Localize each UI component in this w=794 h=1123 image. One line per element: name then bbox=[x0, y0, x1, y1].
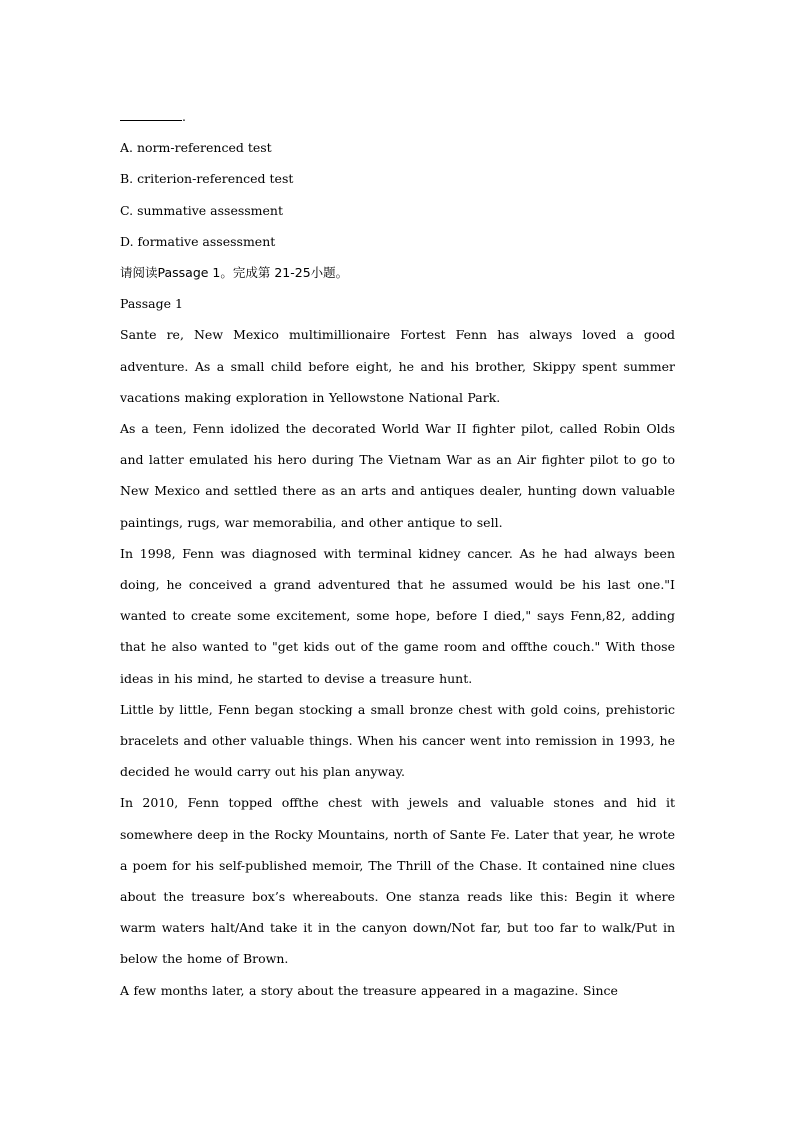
option-letter: B. bbox=[120, 171, 134, 187]
reading-instruction: 请阅读Passage 1。完成第 21-25小题。 bbox=[120, 265, 349, 281]
option-text: norm-referenced test bbox=[137, 140, 272, 156]
document-content bbox=[120, 101, 675, 1006]
stem-end-punctuation: . bbox=[182, 109, 186, 124]
question-stem-blank bbox=[120, 101, 675, 132]
option-d bbox=[120, 226, 675, 257]
answer-blank bbox=[120, 108, 182, 121]
option-letter: C. bbox=[120, 202, 134, 218]
passage-title: Passage 1 bbox=[120, 296, 183, 312]
passage-paragraph-5: In 2010, Fenn topped offthe chest with jewels and valuable stones and hid it somewhere deep in the Rocky Mountains, north of Sante Fe. Later that year, he wrote a poem for his self-published memoir, The Thrill of the Chase. It contained nine clues about the treasure box’s whereabouts. One stanza reads like this: Begin it where warm waters halt/And take it in the canyon down/Not far, but too far to walk/Put in below the home of Brown. bbox=[120, 795, 675, 967]
option-b bbox=[120, 163, 675, 194]
passage-paragraph-3: In 1998, Fenn was diagnosed with terminal kidney cancer. As he had always been doing, he conceived a grand adventured that he assumed would be his last one."I wanted to create some excitement, some hope, before I died," says Fenn,82, adding that he also wanted to "get kids out of the game room and offthe couch." With those ideas in his mind, he started to devise a treasure hunt. bbox=[120, 545, 675, 686]
option-text: formative assessment bbox=[137, 233, 276, 249]
passage-paragraph-2: As a teen, Fenn idolized the decorated World War II fighter pilot, called Robin Olds and latter emulated his hero during The Vietnam War as an Air fighter pilot to go to New Mexico and settled there as an arts and antiques dealer, hunting down valuable paintings, rugs, war memorabilia, and other antique to sell. bbox=[120, 421, 675, 530]
option-text: criterion-referenced test bbox=[137, 171, 294, 187]
passage-paragraph-4: Little by little, Fenn began stocking a small bronze chest with gold coins, prehistoric bracelets and other valuable things. When his cancer went into remission in 1993, he decided he would carry out his plan anyway. bbox=[120, 701, 675, 780]
option-letter: D. bbox=[120, 233, 134, 249]
option-a bbox=[120, 132, 675, 163]
option-c bbox=[120, 195, 675, 226]
option-text: summative assessment bbox=[137, 202, 283, 218]
option-letter: A. bbox=[120, 140, 134, 156]
passage-paragraph-6: A few months later, a story about the treasure appeared in a magazine. Since bbox=[120, 982, 618, 998]
passage-paragraph-1: Sante re, New Mexico multimillionaire Fortest Fenn has always loved a good adventure. As a small child before eight, he and his brother, Skippy spent summer vacations making exploration in Yellowstone National Park. bbox=[120, 327, 675, 405]
